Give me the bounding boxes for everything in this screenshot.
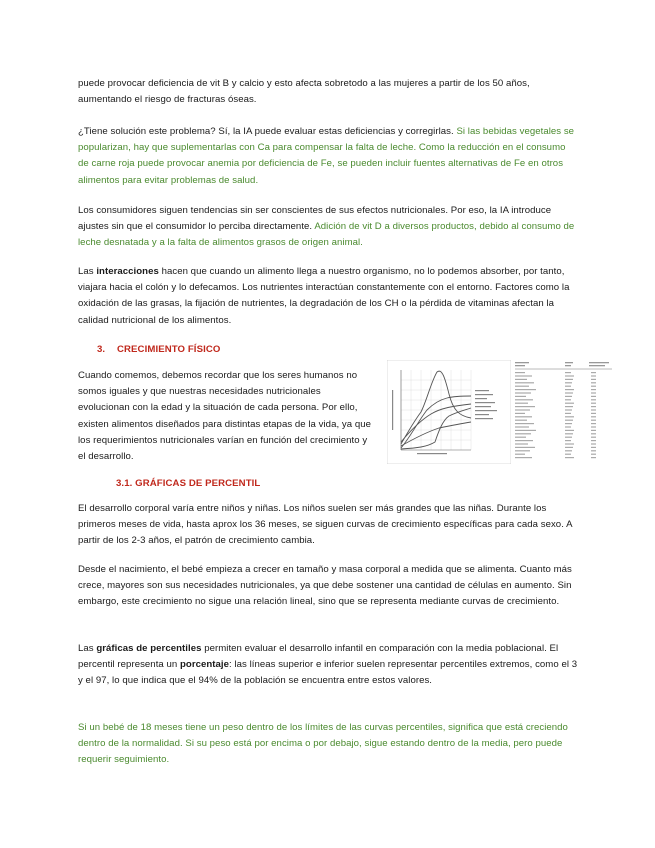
section-heading-crecimiento: [97, 343, 597, 357]
text-run: El desarrollo corporal varía entre niños y niñas. Los niños suelen ser más grandes que las niñas. Durante los primeros meses de vida, hasta aprox los 36 meses, se siguen curvas de crecimiento específicas para cada sexo. A partir de los 2-3 años, el patrón de crecimiento cambia.: [78, 503, 573, 547]
table-cell-mark: [515, 403, 528, 404]
table-cell-mark: [591, 426, 596, 427]
table-cell-mark: [515, 379, 527, 380]
table-cell-mark: [565, 447, 573, 448]
nutrient-table-figure: [513, 360, 614, 464]
table-cell-mark: [591, 392, 596, 393]
table-cell-mark: [591, 420, 596, 421]
table-cell-mark: [591, 433, 596, 434]
paragraph-cuando-comemos: [78, 368, 374, 465]
text-run: Los consumidores siguen tendencias sin ser conscientes de sus efectos nutricionales. Por eso, la IA introduce ajustes sin que el consumidor lo perciba directamente.: [78, 205, 552, 233]
table-cell-mark: [591, 379, 596, 380]
table-cell-mark: [565, 443, 574, 444]
table-cell-mark: [591, 389, 596, 390]
table-cell-mark: [565, 406, 573, 407]
table-cell-mark: [591, 447, 596, 448]
bold-term: porcentaje: [180, 659, 230, 671]
table-cell-mark: [591, 416, 596, 417]
table-cell-mark: [591, 443, 596, 444]
table-cell-mark: [591, 423, 596, 424]
table-cell-mark: [565, 382, 572, 383]
table-cell-mark: [515, 443, 528, 444]
table-cell-mark: [565, 457, 574, 458]
green-note: Si un bebé de 18 meses tiene un peso dentro de los límites de las curvas percentiles, significa que está creciendo dentro de la normalidad. Si su peso está por encima o por debajo, sigue estando dentro de la media, pero puede requerir seguimiento.: [78, 722, 568, 766]
table-cell-mark: [591, 386, 596, 387]
table-cell-mark: [565, 426, 571, 427]
table-cell-mark: [515, 433, 531, 434]
paragraph-graficas-percentiles: [78, 641, 578, 690]
text-run: puede provocar deficiencia de vit B y calcio y esto afecta sobretodo a las mujeres a partir de los 50 años, aumentando el riesgo de fracturas óseas.: [78, 78, 530, 106]
table-cell-mark: [565, 450, 572, 451]
table-cell-mark: [565, 416, 574, 417]
table-cell-mark: [515, 406, 535, 407]
table-cell-mark: [515, 437, 526, 438]
paragraph-consumidores: [78, 203, 578, 252]
table-cell-mark: [515, 457, 532, 458]
subsection-heading-percentil: [116, 477, 616, 491]
text-run: Desde el nacimiento, el bebé empieza a crecer en tamaño y masa corporal a medida que se alimenta. Cuanto más crece, mayores son sus necesidades nutricionales, ya que debe sostener una cantidad de células en aumento. Sin embargo, este crecimiento no sigue una relación lineal, sino que se representa mediante curvas de crecimiento.: [78, 564, 572, 608]
table-cell-mark: [591, 399, 596, 400]
table-cell-mark: [515, 392, 531, 393]
table-cell-mark: [515, 389, 536, 390]
table-cell-mark: [515, 426, 529, 427]
table-cell-mark: [565, 423, 572, 424]
text-run: Las: [78, 266, 97, 277]
text-run: hacen que cuando un alimento llega a nuestro organismo, no lo podemos absorber, por tanto, viajara hacia el colón y lo defecamos. Los nutrientes interactúan constantemente con el entorno. Factores como la oxidación de las grasas, la fijación de nutrientes, la degradación de los CH o la pérdida de vitaminas afectan la calidad nutricional de los alimentos.: [78, 266, 570, 326]
bold-term: interacciones: [96, 266, 159, 277]
table-cell-mark: [515, 396, 526, 397]
text-run: : las líneas superior e inferior suelen representar percentiles extremos, como el 3 y el 97, lo que indica que el 94% de la población se encuentra entre estos valores.: [78, 659, 578, 687]
table-cell-mark: [591, 440, 596, 441]
table-cell-mark: [565, 440, 571, 441]
table-cell-mark: [515, 372, 525, 373]
section-title: CRECIMIENTO FÍSICO: [117, 344, 221, 355]
table-cell-mark: [591, 409, 596, 410]
table-cell-mark: [591, 382, 596, 383]
table-cell-mark: [515, 430, 536, 431]
table-cell-mark: [565, 454, 571, 455]
subsection-title: 3.1. GRÁFICAS DE PERCENTIL: [116, 478, 261, 489]
table-cell-mark: [565, 375, 574, 376]
text-run: ¿Tiene solución este problema? Sí, la IA puede evaluar estas deficiencias y corregirlas.: [78, 126, 457, 137]
paragraph-vit-b-calcio: [78, 76, 578, 108]
table-cell-mark: [591, 372, 596, 373]
table-cell-mark: [591, 457, 596, 458]
table-cell-mark: [515, 450, 530, 451]
paragraph-desde-nacimiento: [78, 562, 578, 611]
table-cell-mark: [591, 396, 596, 397]
table-cell-mark: [565, 430, 574, 431]
bold-term: gráficas de percentiles: [96, 643, 202, 654]
table-cell-mark: [565, 413, 571, 414]
table-cell-mark: [515, 416, 532, 417]
table-cell-mark: [565, 409, 572, 410]
table-cell-mark: [591, 450, 596, 451]
green-note: Adición de vit D a diversos productos, debido al consumo de leche desnatada y a la falta de alimentos grasos de origen animal.: [78, 221, 575, 249]
text-run: Las: [78, 643, 97, 654]
table-cell-mark: [515, 447, 535, 448]
table-cell-mark: [591, 403, 596, 404]
table-cell-mark: [591, 430, 596, 431]
green-note: Si las bebidas vegetales se popularizan, hay que suplementarlas con Ca para compensar la falta de leche. Como la reducción en el consumo de carne roja puede provocar anemia por deficiencia de Fe, se pueden incluir fuentes alternativas de Fe en otros alimentos para evitar problemas de salud.: [78, 126, 575, 186]
table-cell-mark: [515, 454, 525, 455]
table-cell-mark: [565, 399, 571, 400]
table-cell-mark: [565, 379, 573, 380]
table-cell-mark: [515, 420, 527, 421]
paragraph-ejemplo-bebe: [78, 720, 578, 769]
table-cell-mark: [591, 454, 596, 455]
table-cell-mark: [515, 382, 534, 383]
table-cell-mark: [565, 420, 573, 421]
table-cell-mark: [565, 386, 571, 387]
table-cell-mark: [565, 437, 572, 438]
paragraph-desarrollo-corporal: [78, 501, 578, 550]
table-cell-mark: [591, 413, 596, 414]
table-cell-mark: [515, 386, 529, 387]
table-cell-mark: [515, 409, 530, 410]
table-cell-mark: [515, 440, 533, 441]
text-run: Cuando comemos, debemos recordar que los seres humanos no somos iguales y que nuestras necesidades nutricionales evolucionan con la edad y la situación de cada persona. Por ello, existen alimentos diseñados para distintas etapas de la vida, ya que los requerimientos nutricionales varían en función del crecimiento y el desarrollo.: [78, 370, 371, 463]
table-cell-mark: [565, 392, 573, 393]
table-cell-mark: [591, 437, 596, 438]
table-cell-mark: [515, 399, 533, 400]
table-cell-mark: [565, 433, 573, 434]
table-cell-mark: [515, 413, 525, 414]
table-cell-mark: [565, 372, 571, 373]
table-cell-mark: [591, 406, 596, 407]
paragraph-interacciones: [78, 264, 578, 329]
table-cell-mark: [565, 389, 574, 390]
paragraph-solucion-ia: [78, 124, 578, 189]
table-cell-mark: [591, 375, 596, 376]
table-cell-mark: [515, 423, 534, 424]
table-cell-mark: [565, 396, 572, 397]
text-run: permiten evaluar el desarrollo infantil en comparación con la media poblacional. El percentil representa un: [78, 643, 559, 671]
growth-curves-figure: [387, 360, 511, 464]
section-number: 3.: [97, 344, 106, 355]
table-cell-mark: [565, 403, 574, 404]
table-cell-mark: [515, 375, 532, 376]
